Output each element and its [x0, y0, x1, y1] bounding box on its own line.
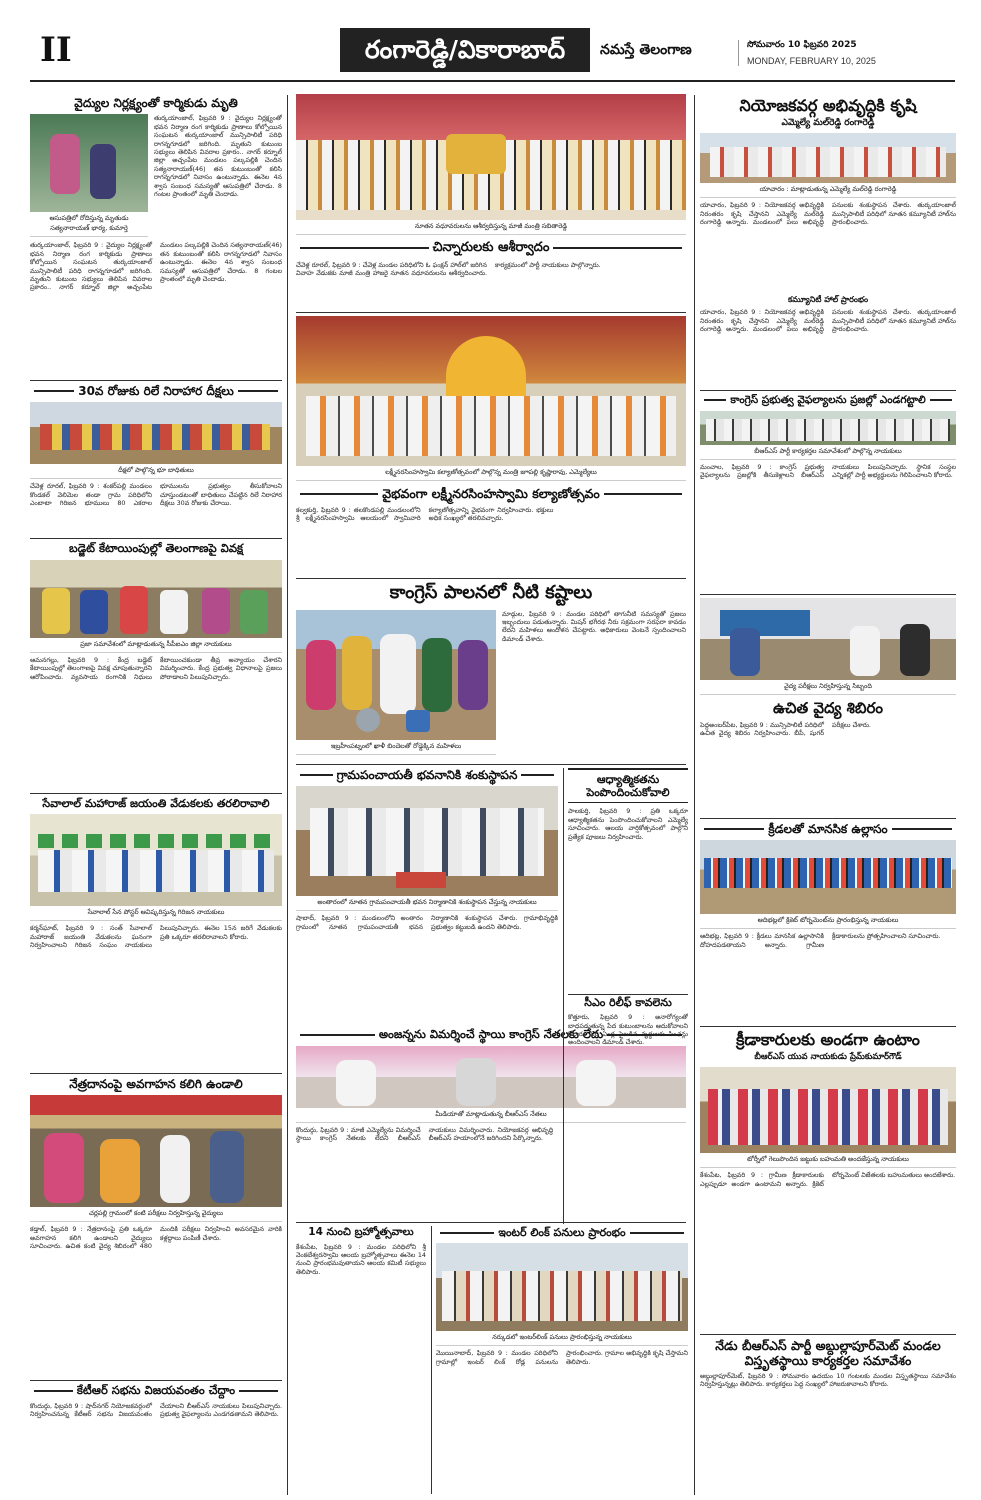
article-body: కొత్తూరు, ఫిబ్రవరి 9 : అనారోగ్యంతో బాధపడుతున్న పేద కుటుంబాలను ఆదుకోవాలని కోరారు. 50 ఏండ్ల పైబడిన వృద్ధులకు పింఛన్లు అందించాలని డిమాండ్ చేశారు. — [568, 1013, 688, 1047]
headline: సీఎం రిలీఫ్ కావలెను — [584, 996, 672, 1009]
article-body: అబ్దుల్లాపూర్‌మెట్, ఫిబ్రవరి 9 : సోమవారం ఉదయం 10 గంటలకు మండల విస్తృతస్థాయి సమావేశం నిర్వహిస్తున్నట్లు తెలిపారు. కార్యకర్తలు పెద్ద సంఖ్యలో హాజరుకావాలని కోరారు. — [700, 1372, 956, 1389]
article-brahmotsavam — [296, 1226, 426, 1494]
divider — [30, 793, 282, 794]
photo-cricket — [700, 840, 956, 914]
article-gp-foundation — [296, 768, 558, 1024]
photo-caption: దీక్షలో పాల్గొన్న భూ బాధితులు — [30, 464, 282, 479]
headline: నియోజకవర్గ అభివృద్ధికి కృషి — [739, 96, 917, 115]
headline: బడ్జెట్ కేటాయింపుల్లో తెలంగాణపై వివక్ష — [68, 542, 244, 555]
divider — [700, 594, 956, 595]
divider — [700, 1334, 956, 1335]
headline: 30వ రోజుకు రిలే నిరాహార దీక్షలు — [30, 384, 282, 398]
divider — [30, 380, 282, 381]
photo-caption: వైద్య పరీక్షలు నిర్వహిస్తున్న సిబ్బంది — [700, 680, 956, 695]
article-worker-death — [30, 96, 282, 376]
photo-caption: అంతారంలో నూతన గ్రామపంచాయతీ భవన నిర్మాణానికి శంకుస్థాపన చేస్తున్న నాయకులు — [296, 896, 558, 911]
article-interlink-works — [436, 1226, 688, 1494]
photo-eye-camp — [30, 1095, 282, 1207]
headline: ఇంటర్ లింక్ పనులు ప్రారంభం — [436, 1226, 688, 1239]
article-body: కొందుర్గు, ఫిబ్రవరి 9 : మాజీ ఎమ్మెల్యేను విమర్శించే స్థాయి కాంగ్రెస్ నేతలకు లేదని బీఆర్ఎస్ నాయకులు విమర్శించారు. నియోజకవర్గ అభివృద్ధి బీఆర్ఎస్ హయాంలోనే జరిగిందని పేర్కొన్నారు. — [296, 1125, 554, 1143]
article-body: కడ్తాల్, ఫిబ్రవరి 9 : నేత్రదానంపై ప్రతి ఒక్కరూ అవగాహన కలిగి ఉండాలని వైద్యులు సూచించారు. ఉచిత కంటి వైద్య శిబిరంలో 480 మందికి పరీక్షలు నిర్వహించి అవసరమైన వారికి కళ్లద్దాలు పంపిణీ చేశారు. — [30, 1225, 282, 1251]
divider — [700, 1026, 956, 1027]
divider — [30, 1073, 282, 1074]
article-free-medical-camp — [700, 598, 956, 814]
headline: నేడు బీఆర్ఎస్ పార్టీ అబ్దుల్లాపూర్‌మెట్ మండల విస్తృతస్థాయి కార్యకర్తల సమావేశం — [715, 1338, 941, 1368]
photo-wedding — [296, 94, 686, 220]
photo-caption: నూతన వధూవరులను ఆశీర్వదిస్తున్న మాజీ మంత్రి సబితారెడ్డి — [296, 220, 686, 235]
article-temple-kalyanam — [296, 316, 686, 576]
photo-caption: ఆసుపత్రిలో రోదిస్తున్న మృతుడు సత్యనారాయణ్ భార్య, కుమార్తె — [30, 212, 148, 237]
divider — [30, 538, 282, 539]
date-telugu: సోమవారం 10 ఫిబ్రవరి 2025 — [747, 40, 857, 50]
photo-foundation — [296, 786, 558, 896]
headline: క్రీడలతో మానసిక ఉల్లాసం — [700, 822, 956, 836]
headline: ఉచిత వైద్య శిబిరం — [773, 699, 883, 717]
headline: ఆధ్యాత్మికతను పెంపొందించుకోవాలి — [568, 768, 688, 803]
photo-water-protest — [296, 610, 496, 740]
photo-caption: బీఆర్ఎస్ పార్టీ కార్యకర్తల సమావేశంలో పాల్గొన్న నాయకులు — [700, 445, 956, 460]
divider — [30, 1380, 282, 1381]
photo-caption: నర్కుడలో ఇంటర్‌లింక్ పనులు ప్రారంభిస్తున్న నాయకులు — [436, 1331, 688, 1346]
photo-caption: ఇబ్రహీంపట్నంలో ఖాళీ బిందెలతో రోడ్డెక్కిన మహిళలు — [296, 740, 496, 755]
article-water-crisis — [296, 582, 686, 760]
page-number: II — [40, 30, 72, 70]
kicker: బీఆర్ఎస్ యువ నాయకుడు ప్రేమ్‌కుమార్‌గౌడ్ — [754, 1052, 902, 1063]
article-body-continued: యాచారం, ఫిబ్రవరి 9 : నియోజకవర్గ అభివృద్ధికి నిరంతరం కృషి చేస్తానని ఎమ్మెల్యే మల్‌రెడ్డి రంగారెడ్డి అన్నారు. మండలంలో పలు అభివృద్ధి పనులకు శంకుస్థాపన చేశారు. తుర్కయాంజాల్ మున్సిపాలిటీ పరిధిలో నూతన కమ్యూనిటీ హాల్‌ను ప్రారంభించారు. — [700, 308, 956, 333]
divider — [296, 312, 686, 313]
photo-brs-meeting — [700, 411, 956, 445]
date-english: MONDAY, FEBRUARY 10, 2025 — [747, 56, 876, 66]
article-body: ఆదిభట్ల, ఫిబ్రవరి 9 : క్రీడలు మానసిక ఉల్లాసానికి దోహదపడతాయని అన్నారు. గ్రామీణ క్రీడాకారులను ప్రోత్సహించాలని సూచించారు. — [700, 932, 941, 949]
kicker: ఎమ్మెల్యే మల్‌రెడ్డి రంగారెడ్డి — [781, 118, 875, 129]
article-constituency-development — [700, 96, 956, 386]
article-eye-donation — [30, 1077, 282, 1377]
article-body: తుర్కయాంజాల్, ఫిబ్రవరి 9 : వైద్యుల నిర్లక్ష్యంతో భవన నిర్మాణ రంగ కార్మికుడు ప్రాణాలు కోల్పోయిన సంఘటన తుర్కయాంజాల్ మున్సిపాలిటీ పరిధి రాగన్నగూడలో జరిగింది. మృతుని కుటుంబ సభ్యులు తెలిపిన వివరాల ప్రకారం.. నాగర్ కర్నూల్ జిల్లా అచ్చంపేట మండలం పల్కపల్లికి చెందిన సత్యనారాయణ్(46) తన కుటుంబంతో కలిసి రాగన్నగూడలో నివాసం ఉంటున్నాడు. ఈనెల 4న శ్వాస సంబంధ సమస్యతో ఆసుపత్రిలో చేరాడు. 8 గంటల ప్రాంతంలో మృతి చెందాడు. — [154, 114, 282, 199]
photo-caption: ప్రజా సమావేశంలో మాట్లాడుతున్న సీపీఐఎం జిల్లా నాయకులు — [30, 638, 282, 653]
paper-name: నమస్తే తెలంగాణ — [600, 42, 692, 58]
divider — [296, 1222, 686, 1223]
section-banner: రంగారెడ్డి/వికారాబాద్ — [340, 28, 590, 72]
headline: అంజన్నను విమర్శించే స్థాయి కాంగ్రెస్ నేతలకు లేదు — [296, 1028, 686, 1042]
article-body: కేశంపేట, ఫిబ్రవరి 9 : గ్రామీణ క్రీడాకారులకు ఎల్లప్పుడూ అండగా ఉంటామని అన్నారు. క్రికెట్ టోర్నమెంట్ విజేతలకు బహుమతులు అందజేశారు. — [700, 1171, 956, 1188]
column-rule — [431, 1226, 432, 1494]
photo-caption: సేవాలాల్ సేన పోస్టర్ ఆవిష్కరిస్తున్న గిరిజన నాయకులు — [30, 906, 282, 921]
photo-medical-camp — [700, 598, 956, 680]
photo-caption: లక్ష్మీనరసింహస్వామి కల్యాణోత్సవంలో పాల్గొన్న మంత్రి జూపల్లి కృష్ణారావు, ఎమ్మెల్యేలు — [296, 466, 686, 481]
photo-strike — [30, 402, 282, 464]
article-sevalal-jayanti — [30, 797, 282, 1069]
photo-caption: మీడియాతో మాట్లాడుతున్న బీఆర్ఎస్ నేతలు — [296, 1108, 686, 1123]
article-body: చేవెళ్ల రూరల్, ఫిబ్రవరి 9 : చేవెళ్ల మండల పరిధిలోని ఓ ఫంక్షన్ హాల్‌లో జరిగిన వివాహ వేడుకకు మాజీ మంత్రి హాజరై నూతన వధూవరులను ఆశీర్వదించారు. కార్యక్రమంలో పార్టీ నాయకులు పాల్గొన్నారు. — [296, 260, 601, 277]
article-spirituality — [568, 768, 688, 990]
photo-caption: ఆదిభట్లలో క్రికెట్ టోర్నమెంట్‌ను ప్రారంభిస్తున్న నాయకులు — [700, 914, 956, 929]
article-body: మొయినాబాద్, ఫిబ్రవరి 9 : మండల పరిధిలోని గ్రామాల్లో ఇంటర్ లింక్ రోడ్ల పనులను ప్రారంభించారు. గ్రామాల అభివృద్ధికి కృషి చేస్తామని తెలిపారు. — [436, 1349, 688, 1366]
photo-caption: చర్లపల్లి గ్రామంలో కంటి పరీక్షలు నిర్వహిస్తున్న వైద్యులు — [30, 1207, 282, 1222]
headline: కాంగ్రెస్ పాలనలో నీటి కష్టాలు — [389, 582, 593, 603]
article-body: యాచారం, ఫిబ్రవరి 9 : నియోజకవర్గ అభివృద్ధికి నిరంతరం కృషి చేస్తానని ఎమ్మెల్యే మల్‌రెడ్డి రంగారెడ్డి అన్నారు. మండలంలో పలు అభివృద్ధి పనులకు శంకుస్థాపన చేశారు. తుర్కయాంజాల్ మున్సిపాలిటీ పరిధిలో నూతన కమ్యూనిటీ హాల్‌ను ప్రారంభించారు. — [700, 201, 956, 226]
dateline — [738, 40, 958, 66]
photo-caption: టోర్నీలో గెలుపొందిన జట్టుకు బహుమతి అందజేస్తున్న నాయకులు — [700, 1153, 956, 1168]
article-body: పాలకుర్తి, ఫిబ్రవరి 9 : ప్రతి ఒక్కరూ ఆధ్యాత్మికతను పెంపొందించుకోవాలని ఎమ్మెల్యే సూచించారు. ఆలయ వార్షికోత్సవంలో పాల్గొని ప్రత్యేక పూజలు నిర్వహించారు. — [568, 807, 688, 841]
photo-sevalal — [30, 814, 282, 906]
article-body: కల్వకుర్తి, ఫిబ్రవరి 9 : తలకొండపల్లి మండలంలోని శ్రీ లక్ష్మీనరసింహస్వామి ఆలయంలో స్వామివారి కల్యాణోత్సవాన్ని వైభవంగా నిర్వహించారు. భక్తులు అధిక సంఖ్యలో తరలివచ్చారు. — [296, 506, 554, 523]
article-body: మాడ్గుల, ఫిబ్రవరి 9 : మండల పరిధిలో తాగునీటి సమస్యతో ప్రజలు ఇబ్బందులు పడుతున్నారు. మిషన్ భగీరథ నీరు సక్రమంగా సరఫరా కావడం లేదని మహిళలు ఆందోళన చేపట్టారు. అధికారులు వెంటనే స్పందించాలని డిమాండ్ చేశారు. — [502, 609, 686, 643]
article-body: కర్మన్‌ఘాట్, ఫిబ్రవరి 9 : సంత్ సేవాలాల్ మహారాజ్ జయంతి వేడుకలను ఘనంగా నిర్వహించాలని గిరిజన సంఘం నాయకులు పిలుపునిచ్చారు. ఈనెల 15న జరిగే వేడుకలకు ప్రతి ఒక్కరూ తరలిరావాలని కోరారు. — [30, 924, 282, 949]
divider — [700, 818, 956, 819]
headline: 14 నుంచి బ్రహ్మోత్సవాలు — [308, 1226, 414, 1238]
photo-prize-distribution — [700, 1067, 956, 1153]
article-body: షాబాద్, ఫిబ్రవరి 9 : మండలంలోని అంతారం గ్రామంలో నూతన గ్రామపంచాయతీ భవన నిర్మాణానికి శంకుస్థాపన చేశారు. గ్రామాభివృద్ధికి ప్రభుత్వం కట్టుబడి ఉందని తెలిపారు. — [296, 914, 558, 931]
article-body: మంచాల, ఫిబ్రవరి 9 : కాంగ్రెస్ ప్రభుత్వ వైఫల్యాలను ప్రజల్లోకి తీసుకెళ్లాలని బీఆర్ఎస్ నాయకులు పిలుపునిచ్చారు. స్థానిక సంస్థల ఎన్నికల్లో పార్టీ అభ్యర్థులను గెలిపించాలని కోరారు. — [700, 462, 956, 479]
article-brs-mandal-meeting — [700, 1338, 956, 1494]
headline: కాంగ్రెస్ ప్రభుత్వ వైఫల్యాలను ప్రజల్లో ఎండగట్టాలి — [700, 394, 956, 407]
article-body: ఆమనగల్లు, ఫిబ్రవరి 9 : కేంద్ర బడ్జెట్ కేటాయింపుల్లో తెలంగాణపై వివక్ష చూపుతున్నారని ఆరోపించారు. వ్యవసాయ రంగానికి నిధులు కేటాయించకుండా తీవ్ర అన్యాయం చేశారని విమర్శించారు. కేంద్ర ప్రభుత్వ విధానాలపై ప్రజలు పోరాడాలని పిలుపునిచ్చారు. — [30, 655, 282, 681]
headline: గ్రామపంచాయతీ భవనానికి శంకుస్థాపన — [296, 768, 558, 782]
article-budget-discrimination — [30, 542, 282, 790]
article-body: కొందుర్గు, ఫిబ్రవరి 9 : షాద్‌నగర్ నియోజకవర్గంలో నిర్వహించనున్న కేటీఆర్ సభను విజయవంతం చేయాలని బీఆర్ఎస్ నాయకులు పిలుపునిచ్చారు. ప్రభుత్వ వైఫల్యాలను ఎండగడతామని తెలిపారు. — [30, 1401, 282, 1419]
headline: నేత్రదానంపై అవగాహన కలిగి ఉండాలి — [69, 1077, 243, 1091]
headline: వైద్యుల నిర్లక్ష్యంతో కార్మికుడు మృతి — [74, 96, 238, 110]
headline: చిన్నారులకు ఆశీర్వాదం — [296, 240, 686, 256]
headline: వైభవంగా లక్ష్మీనరసింహస్వామి కల్యాణోత్సవం — [296, 486, 686, 501]
divider — [568, 994, 688, 995]
article-sports-cheer — [700, 822, 956, 1022]
headline: కేటీఆర్ సభను విజయవంతం చేద్దాం — [30, 1384, 282, 1398]
masthead-rule — [30, 80, 955, 82]
headline: సేవాలాల్ మహారాజ్ జయంతి వేడుకలకు తరలిరావాలి — [42, 797, 270, 810]
photo-temple — [296, 316, 686, 466]
photo-caption: యాచారం : మాట్లాడుతున్న ఎమ్మెల్యే మల్‌రెడ్డి రంగారెడ్డి — [700, 183, 956, 198]
article-govt-failures — [700, 394, 956, 590]
photo-interlink — [436, 1243, 688, 1331]
article-body: చేవెళ్ల రూరల్, ఫిబ్రవరి 9 : శంకర్‌పల్లి మండలం కొండకల్ వెలిమెల తండా గ్రామ పరిధిలోని ఎంబాటా గిరిజన భూములు 80 ఎకరాల భూములను ప్రభుత్వం తీసుకోవాలని చూస్తుండటంతో బాధితులు చేపట్టిన రిలే నిరాహార దీక్షలు 30వ రోజుకు చేరాయి. — [30, 482, 282, 508]
divider — [296, 764, 686, 765]
column-rule — [287, 95, 288, 1495]
divider — [700, 390, 956, 391]
article-ktr-meeting — [30, 1384, 282, 1494]
article-support-athletes — [700, 1030, 956, 1330]
divider — [296, 578, 686, 579]
article-body: కేశంపేట, ఫిబ్రవరి 9 : మండల పరిధిలోని శ్రీ వెంకటేశ్వరస్వామి ఆలయ బ్రహ్మోత్సవాలు ఈనెల 14 నుంచి ప్రారంభమవుతాయని ఆలయ కమిటీ సభ్యులు తెలిపారు. — [296, 1242, 426, 1276]
article-cm-relief — [568, 996, 688, 1222]
column-rule — [694, 95, 695, 1495]
article-relay-hunger-strike — [30, 384, 282, 534]
headline: క్రీడాకారులకు అండగా ఉంటాం — [736, 1030, 920, 1049]
article-body: పెద్దఅంబర్‌పేట, ఫిబ్రవరి 9 : మున్సిపాలిటీ పరిధిలో ఉచిత వైద్య శిబిరం నిర్వహించారు. బీపీ, షుగర్ పరీక్షలు చేశారు. — [700, 721, 871, 738]
masthead — [0, 0, 981, 80]
subhead: కమ్యూనిటీ హాల్ ప్రారంభం — [787, 295, 869, 305]
photo-meeting — [30, 560, 282, 638]
column-rule — [563, 768, 564, 1224]
photo-hospital — [30, 114, 148, 212]
article-body-continued: తుర్కయాంజాల్, ఫిబ్రవరి 9 : వైద్యుల నిర్లక్ష్యంతో భవన నిర్మాణ రంగ కార్మికుడు ప్రాణాలు కోల్పోయిన సంఘటన తుర్కయాంజాల్ మున్సిపాలిటీ పరిధి రాగన్నగూడలో జరిగింది. మృతుని కుటుంబ సభ్యులు తెలిపిన వివరాల ప్రకారం.. నాగర్ కర్నూల్ జిల్లా అచ్చంపేట మండలం పల్కపల్లికి చెందిన సత్యనారాయణ్(46) తన కుటుంబంతో కలిసి రాగన్నగూడలో నివాసం ఉంటున్నాడు. ఈనెల 4న శ్వాస సంబంధ సమస్యతో ఆసుపత్రిలో చేరాడు. 8 గంటల ప్రాంతంలో మృతి చెందాడు. — [30, 241, 282, 292]
photo-mla-event — [700, 133, 956, 183]
